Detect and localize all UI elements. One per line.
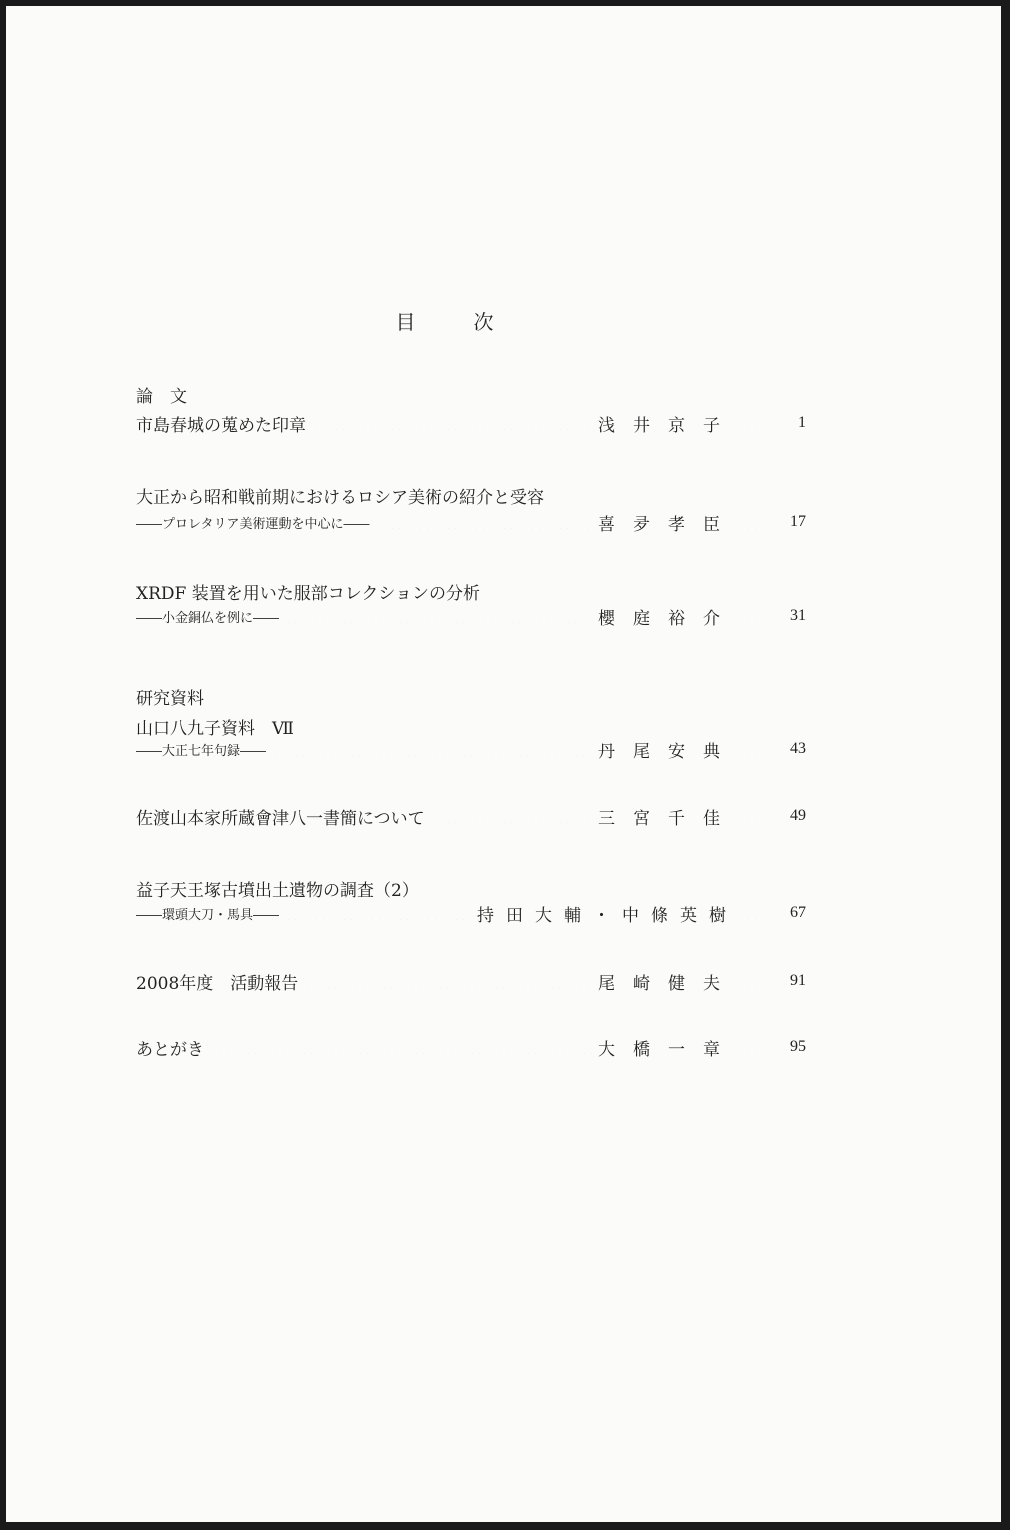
- leader-dots: [738, 609, 776, 623]
- entry-title: 市島春城の蒐めた印章: [136, 415, 306, 436]
- entry-subtitle: ――大正七年句録――: [136, 743, 267, 759]
- entry-page: 17: [790, 513, 806, 530]
- toc-entry[interactable]: [136, 968, 806, 994]
- entry-title: 佐渡山本家所蔵會津八一書簡について: [136, 808, 425, 829]
- toc-entry[interactable]: [136, 900, 806, 926]
- page-title: 目次: [395, 310, 552, 334]
- entry-title[interactable]: 益子天王塚古墳出土遺物の調査（2）: [136, 881, 419, 901]
- entry-page: 67: [790, 904, 806, 921]
- toc-entry[interactable]: [136, 603, 806, 629]
- leader-dots: [312, 416, 592, 430]
- leader-dots: [738, 1040, 776, 1054]
- toc-entry[interactable]: [136, 410, 806, 436]
- entry-title: 2008年度 活動報告: [136, 973, 299, 994]
- section-heading-papers: 論 文: [136, 387, 187, 407]
- entry-page: 49: [790, 807, 806, 824]
- leader-dots: [285, 609, 592, 623]
- leader-dots: [738, 809, 776, 823]
- entry-page: 1: [798, 414, 806, 431]
- entry-subtitle: ――プロレタリア美術運動を中心に――: [136, 516, 370, 532]
- entry-author: 櫻庭裕介: [598, 608, 738, 629]
- entry-title[interactable]: XRDF 装置を用いた服部コレクションの分析: [136, 584, 481, 604]
- entry-author: 尾崎健夫: [598, 973, 738, 994]
- entry-page: 31: [790, 607, 806, 624]
- leader-dots: [738, 742, 776, 756]
- toc-entry[interactable]: [136, 803, 806, 829]
- entry-title: あとがき: [136, 1039, 204, 1060]
- toc-entry[interactable]: [136, 509, 806, 535]
- entry-author: 持田大輔・中條英樹: [477, 905, 738, 926]
- entry-author: 喜夛孝臣: [598, 514, 738, 535]
- entry-author: 丹尾安典: [598, 741, 738, 762]
- leader-dots: [375, 515, 592, 529]
- toc-entry[interactable]: [136, 736, 806, 762]
- entry-author: 三宮千佳: [598, 808, 738, 829]
- entry-title[interactable]: 大正から昭和戦前期におけるロシア美術の紹介と受容: [136, 488, 544, 508]
- leader-dots: [285, 906, 471, 920]
- entry-page: 91: [790, 972, 806, 989]
- leader-dots: [738, 906, 776, 920]
- entry-author: 浅井京子: [598, 415, 738, 436]
- leader-dots: [738, 974, 776, 988]
- leader-dots: [304, 974, 592, 988]
- entry-subtitle: ――環頭大刀・馬具――: [136, 907, 280, 923]
- leader-dots: [738, 515, 776, 529]
- leader-dots: [210, 1040, 592, 1054]
- leader-dots: [272, 742, 592, 756]
- section-heading-materials: 研究資料: [136, 689, 204, 709]
- entry-author: 大橋一章: [598, 1039, 738, 1060]
- leader-dots: [431, 809, 592, 823]
- entry-title[interactable]: 山口八九子資料 Ⅶ: [136, 719, 294, 739]
- entry-page: 95: [790, 1038, 806, 1055]
- toc-page: [6, 6, 1001, 1522]
- leader-dots: [738, 416, 776, 430]
- entry-subtitle: ――小金銅仏を例に――: [136, 610, 280, 626]
- entry-page: 43: [790, 740, 806, 757]
- toc-entry[interactable]: [136, 1034, 806, 1060]
